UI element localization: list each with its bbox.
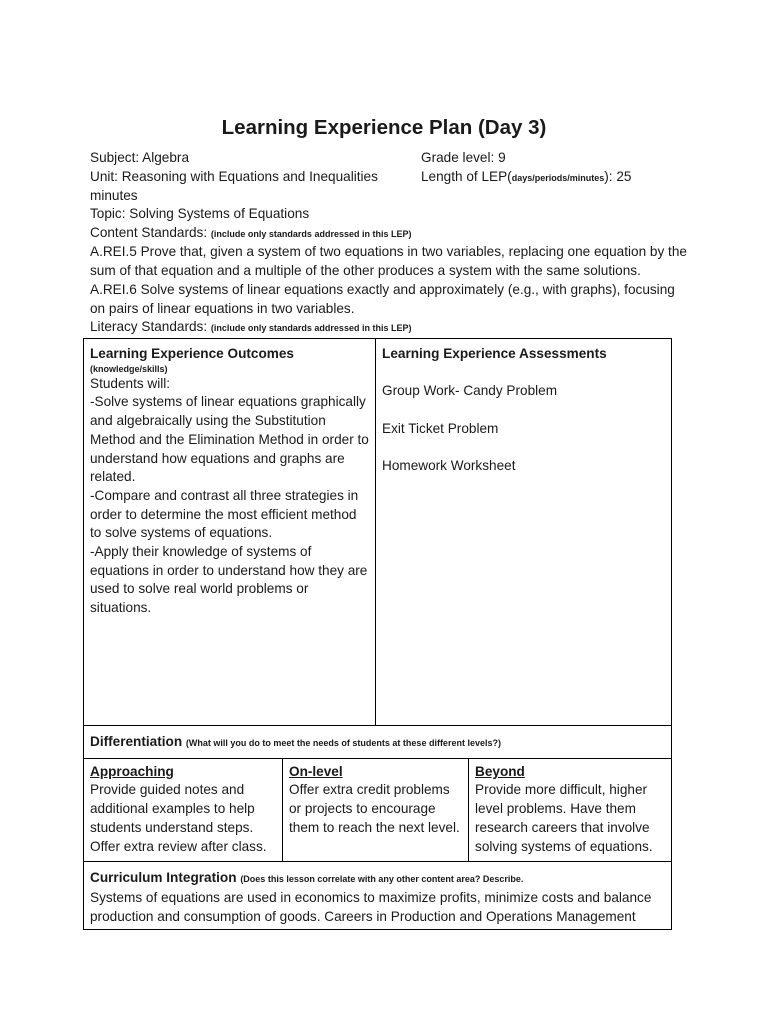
differentiation-note: (What will you do to meet the needs of students at these different levels?) [185, 738, 501, 748]
differentiation-heading: Differentiation [90, 734, 183, 749]
lep-table [83, 338, 672, 930]
content-standards-note: (include only standards addressed in this LEP) [210, 229, 412, 239]
unit-line: Unit: Reasoning with Equations and Inequalities [90, 169, 378, 184]
content-standards-label [90, 224, 411, 244]
beyond-heading: Beyond [475, 763, 525, 779]
lep-length-prefix: Length of LEP( [421, 169, 512, 184]
content-standards-text: Content Standards: [90, 225, 211, 240]
grade-level: Grade level: 9 [421, 150, 506, 165]
standard-arei5: A.REI.5 Prove that, given a system of two equations in two variables, replacing one equation by the sum of that equation and a multiple of the other produces a system with the same solutions. [90, 244, 687, 278]
outcomes-heading: Learning Experience Outcomes [90, 346, 294, 361]
curriculum-cell [84, 862, 672, 930]
outcomes-assessments-row [84, 339, 672, 726]
subject-line: Subject: Algebra [90, 150, 189, 165]
outcomes-intro: Students will: [90, 375, 171, 391]
levels-row [84, 758, 672, 862]
beyond-cell [469, 758, 672, 862]
literacy-standards-text: Literacy Standards: [90, 319, 211, 334]
approaching-cell [84, 758, 283, 862]
assessment-item: Exit Ticket Problem [382, 420, 499, 436]
curriculum-heading: Curriculum Integration [90, 870, 237, 886]
differentiation-cell [84, 726, 672, 759]
lep-length [421, 168, 631, 188]
approaching-text: Provide guided notes and additional examples to help students understand steps. Offer extra review after class. [90, 782, 267, 854]
standard-arei6: A.REI.6 Solve systems of linear equations exactly and approximately (e.g., with graphs), focusing on pairs of linear equations in two variables. [90, 282, 675, 316]
assessments-heading: Learning Experience Assessments [382, 346, 607, 361]
beyond-text: Provide more difficult, higher level problems. Have them research careers that involve solving systems of equations. [475, 782, 653, 854]
assessment-item: Group Work- Candy Problem [382, 383, 558, 399]
outcome-item: -Solve systems of linear equations graphically and algebraically using the Substitution Method and the Elimination Method in order to understand how equations and graphs are related. [90, 394, 369, 485]
assessments-cell [376, 339, 672, 726]
lep-length-note: days/periods/minutes [511, 173, 605, 183]
curriculum-note: (Does this lesson correlate with any other content area? Describe. [240, 874, 524, 885]
on-level-text: Offer extra credit problems or projects to encourage them to reach the next level. [289, 782, 460, 835]
outcome-item: -Compare and contrast all three strategies in order to determine the most efficient method to solve systems of equations. [90, 487, 359, 541]
on-level-cell [283, 758, 469, 862]
curriculum-title [90, 869, 665, 889]
outcome-item: -Apply their knowledge of systems of equations in order to understand how they are used to solve real world problems or situations. [90, 544, 368, 616]
topic-line: Topic: Solving Systems of Equations [90, 206, 310, 221]
assessment-item: Homework Worksheet [382, 458, 516, 474]
page-title: Learning Experience Plan (Day 3) [221, 116, 547, 139]
outcomes-cell [84, 339, 376, 726]
on-level-heading: On-level [289, 763, 343, 779]
differentiation-row [84, 726, 672, 759]
lep-length-minutes: minutes [90, 188, 138, 203]
approaching-heading: Approaching [90, 763, 174, 779]
curriculum-row [84, 862, 672, 930]
literacy-standards-label [90, 318, 411, 338]
curriculum-text: Systems of equations are used in economics to maximize profits, minimize costs and balance production and consumption of goods. Careers in Production and Operations Management [90, 889, 652, 924]
outcomes-note: (knowledge/skills) [90, 363, 168, 374]
lep-length-suffix: ): 25 [604, 169, 632, 184]
literacy-standards-note: (include only standards addressed in this LEP) [210, 323, 412, 333]
